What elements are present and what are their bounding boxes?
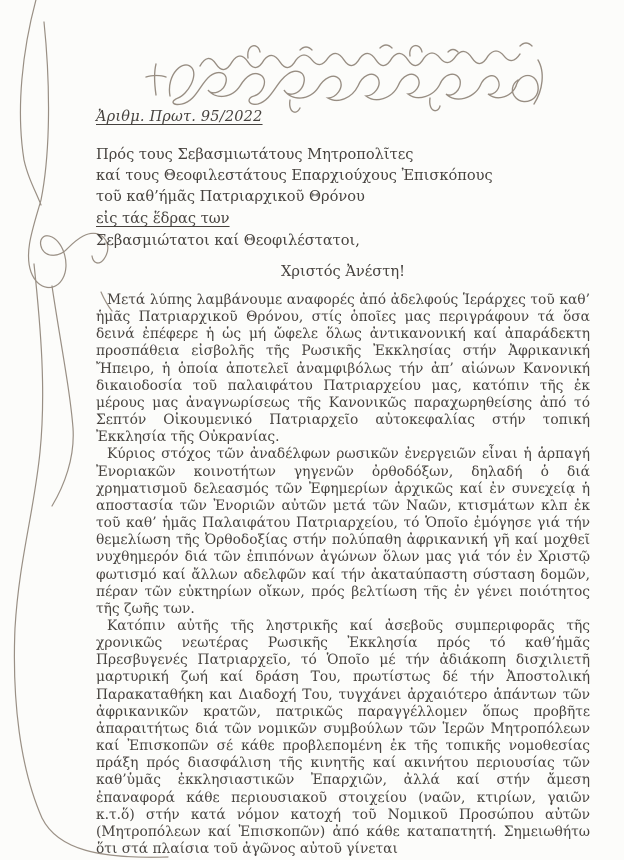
address-line: καί τους Θεοφιλεστάτους Επαρχιούχους Ἐπισκόπους: [96, 167, 493, 185]
letter-body: [96, 292, 590, 858]
address-line: τοῦ καθ’ήμᾶς Πατριαρχικοῦ Θρόνου: [96, 188, 365, 206]
address-location-line: εἰς τάς ἕδρας των: [96, 209, 230, 227]
patriarch-signature: [169, 43, 542, 112]
address-line: Πρός τους Σεβασμιωτάτους Μητροπολῖτες: [96, 146, 414, 163]
cross-icon: [146, 64, 166, 95]
paragraph-3: Κατόπιν αὐτῆς τῆς ληστρικῆς καί ἀσεβοῦς συμπεριφορᾶς τῆς χρονικῶς νεωτέρας Ρωσικῆς Ἐκκλησία πρός τό καθ’ἡμᾶς Πρεσβυγενές Πατριαρχεῖο, τό Ὁποῖο μέ τήν ἀδιάκοπη δισχιλιετῆ μαρτυρική ζωή καί δράση Του, πρωτίστως δέ τήν Ἀποστολική Παρακαταθήκη και Διαδοχή Του, τυγχάνει ἀρχαιότερο ἁπάντων τῶν ἀφρικανικῶν κρατῶν, πατρικῶς παραγγέλλομεν ὅπως προβῆτε ἀπαραιτήτως διά τῶν νομικῶν συμβούλων τῶν Ἱερῶν Μητροπόλεων καί Ἐπισκοπῶν σέ κάθε προβλεπομένη ἐκ τῆς τοπικῆς νομοθεσίας πράξη πρός διασφάλιση τῆς κινητῆς καί ακινήτου περιουσίας τῶν καθ’ὑμᾶς ἐκκλησιαστικῶν Ἐπαρχιῶν, ἀλλά καί στήν ἄμεση ἐπαναφορά κάθε περιουσιακοῦ στοιχείου (ναῶν, κτιρίων, γαιῶν κ.τ.ὅ) στήν κατά νόμον κατοχή τοῦ Νομικοῦ Προσώπου αὐτῶν (Μητροπόλεων καί Ἐπισκοπῶν) ἀπό κάθε καταπατητή. Σημειωθήτω ὅτι στά πλαίσια τοῦ ἀγῶνος αὐτοῦ γίνεται: [96, 617, 590, 857]
paragraph-1: Μετά λύπης λαμβάνουμε αναφορές ἀπό ἀδελφούς Ἱεράρχες τοῦ καθ’ ἡμᾶς Πατριαρχικοῦ Θρόνου, στίς ὁποῖες μας περιγράφουν τά ὅσα δεινά ἐπέφερε ἡ ὡς μή ὤφελε ὅλως ἀντικανονική καί ἀπαράδεκτη προσπάθεια εἰσβολῆς τῆς Ρωσικῆς Ἐκκλησίας στήν Ἀφρικανική Ἤπειρο, ἡ ὁποία ἀποτελεῖ ἀναμφιβόλως τήν ἀπ’ αἰώνων Κανονική δικαιοδοσία τοῦ παλαιφάτου Πατριαρχείου μας, κατόπιν τῆς ἐκ μέρους μας ἀναγνωρίσεως τῆς Κανονικῶς παραχωρηθείσης ἀπό τό Σεπτόν Οἰκουμενικό Πατριαρχεῖο αὐτοκεφαλίας στήν τοπική Ἐκκλησία τῆς Οὐκρανίας.: [96, 292, 590, 446]
address-block: [96, 144, 493, 229]
protocol-number: Ἀριθμ. Πρωτ. 95/2022: [96, 109, 263, 125]
paragraph-2: Κύριος στόχος τῶν ἀναδέλφων ρωσικῶν ἐνεργειῶν εἶναι ἡ ἁρπαγή Ἐνοριακῶν κοινοτήτων γηγενῶν ὀρθοδόξων, δηλαδή ὁ διά χρηματισμοῦ δελεασμός τῶν Ἐφημερίων ἀρχικῶς καί ἐν συνεχείᾳ ἡ αποστασία τῶν Ἐνοριῶν αὐτῶν μετά τῶν Ναῶν, κτισμάτων κλπ ἐκ τοῦ καθ’ ἡμᾶς Παλαιφάτου Πατριαρχείου, τό Ὁποῖο ἐμόγησε γιά τήν θεμελίωση τῆς Ὀρθοδοξίας στήν πολύπαθη ἀφρικανική γῆ καί μοχθεῖ νυχθημερόν διά τῶν ἐπιπόνων ἀγώνων ὅλων μας γιά τόν ἐν Χριστῷ φωτισμό καί ἄλλων αδελφῶν καί τήν ἀκαταύπαστη σύσταση δομῶν, πέραν τῶν εὐκτηρίων οἴκων, πρός βελτίωση τῆς ἐν γένει ποιότητος τῆς ζωῆς των.: [96, 446, 590, 617]
paschal-greeting: Χριστός Ἀνέστη!: [281, 263, 405, 280]
salutation: Σεβασμιώτατοι καί Θεοφιλέστατοι,: [96, 232, 360, 249]
